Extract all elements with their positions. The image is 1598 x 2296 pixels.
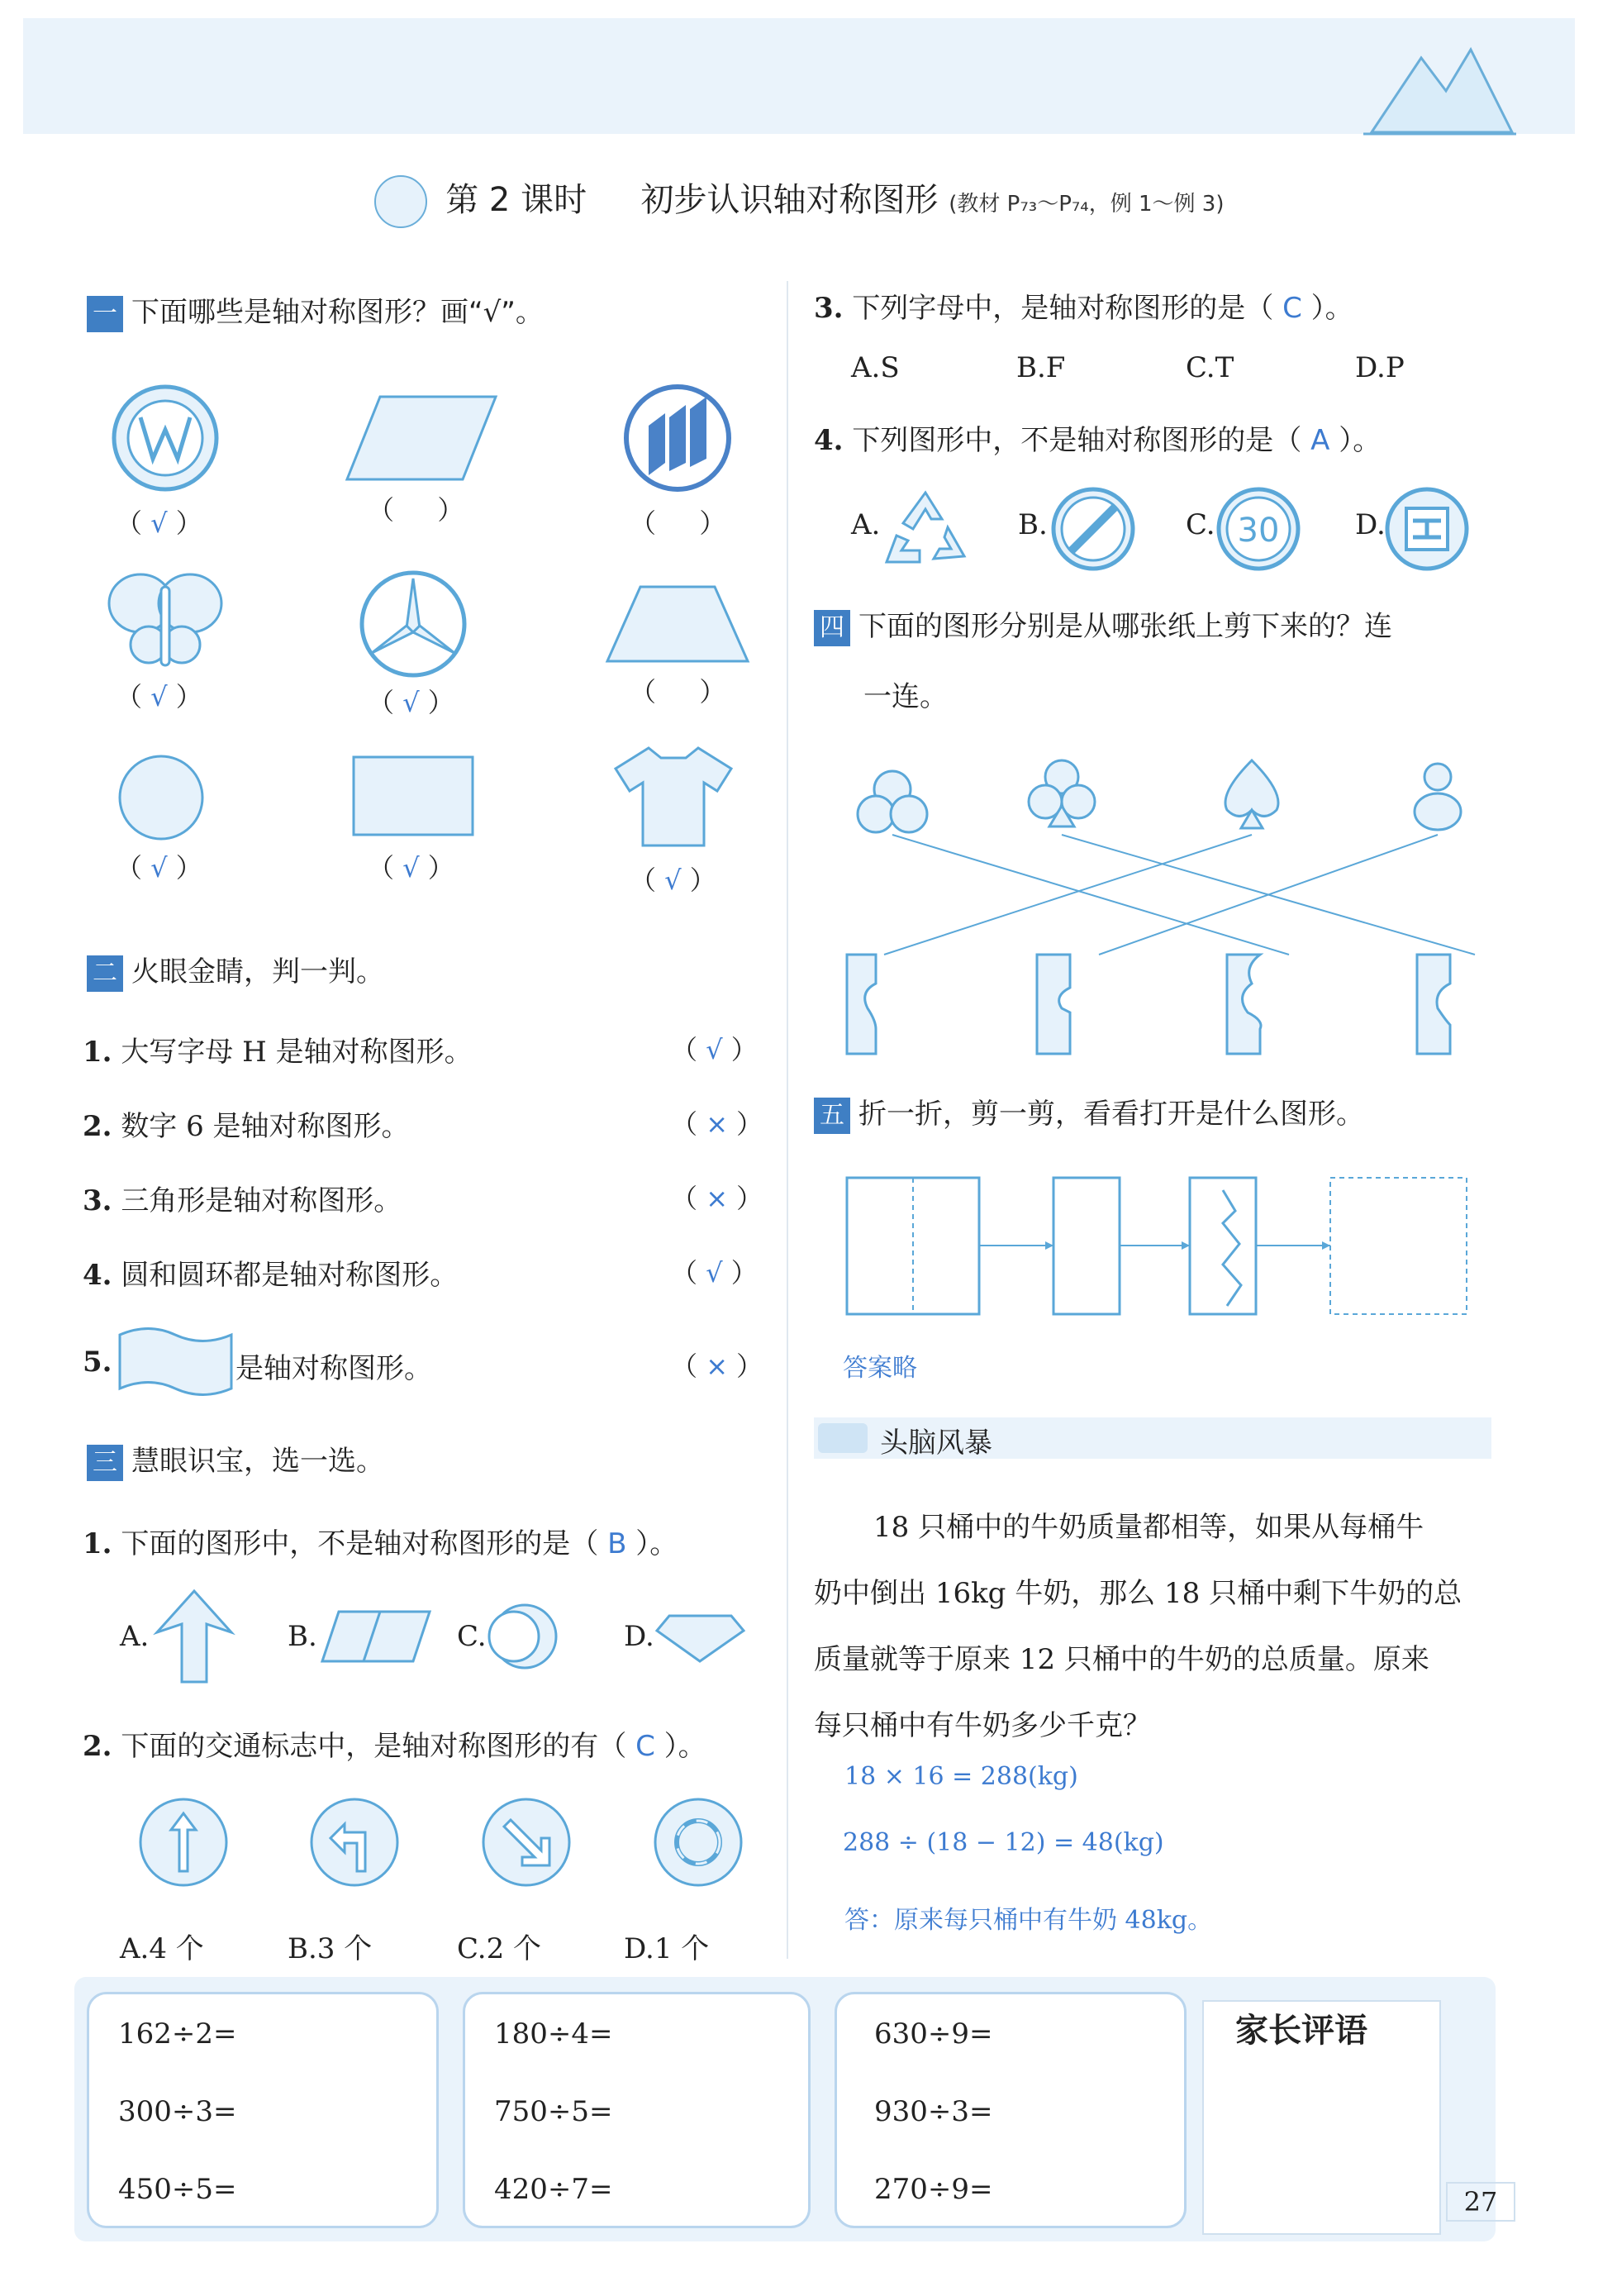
choice-q3: 3. 下列字母中，是轴对称图形的是（ C ）。 [814,292,1353,325]
judge-item-4: 4. 圆和圆环都是轴对称图形。 [83,1259,459,1292]
choice-q4: 4. 下列图形中，不是轴对称图形的是（ A ）。 [814,424,1382,457]
page-number: 27 [1446,2182,1515,2222]
answer-7: √ [150,852,168,884]
spade-shape [1225,760,1278,828]
speed-limit-sign [1213,483,1304,574]
work-line-2: 288 ÷ (18 − 12) = 48(kg) [843,1828,1164,1857]
no-entry-sign [1048,483,1139,574]
circle-shape [116,752,207,843]
work-line-1: 18 × 16 = 288(kg) [844,1762,1078,1791]
diagonal-arrow-sign [479,1795,574,1890]
judge-item-5: 5. [83,1346,112,1379]
section1-number: 一 [87,296,123,332]
mascot-icon [374,175,427,228]
roundabout-sign [651,1795,746,1890]
mercedes-logo-shape [355,566,471,682]
paper-4 [1417,955,1450,1054]
club-shape [1029,760,1095,826]
choice-q2: 2. 下面的交通标志中，是轴对称图形的有（ C ）。 [83,1730,706,1763]
lesson-number: 第 2 课时 [445,181,587,219]
gourd-shape [1415,764,1461,830]
rectangle-shape [347,750,479,841]
vw-logo-shape [107,380,223,496]
butterfly-shape [103,566,227,674]
wave-flag-shape [116,1322,235,1401]
badge-logo-sign [1382,483,1472,574]
clover-shape [858,771,927,832]
trapezoid-shape [599,579,756,669]
section4-number: 四 [814,610,850,646]
judge-answer-5: × [706,1350,728,1382]
answer-5: √ [402,687,420,718]
judge-item-3: 3. 三角形是轴对称图形。 [83,1184,402,1217]
judge-item-2: 2. 数字 6 是轴对称图形。 [83,1110,410,1143]
section5-answer: 答案略 [843,1354,917,1383]
answer-9: √ [664,865,682,896]
section3-heading: 三 慧眼识宝，选一选。 [87,1438,384,1481]
calc-box-2: 180÷4= 750÷5= 420÷7= [463,1992,811,2228]
section5-number: 五 [814,1098,850,1134]
lesson-name: 初步认识轴对称图形 [640,181,939,219]
double-parallelogram-shape [314,1603,438,1670]
straight-arrow-sign [136,1795,231,1890]
section5-heading: 五 折一折，剪一剪，看看打开是什么图形。 [814,1091,1364,1134]
work-answer: 答：原来每只桶中有牛奶 48kg。 [844,1906,1213,1935]
brainstorm-problem: 18 只桶中的牛奶质量都相等，如果从每桶牛 奶中倒出 16kg 牛奶，那么 18 只桶中剩下牛奶的总 质量就等于原来 12 只桶中的牛奶的总质量。原来 每只桶中有牛奶多少千克？ [814,1511,1462,1742]
mountain-icon [1355,33,1520,141]
bank-logo-shape [620,380,735,496]
judge-answer-1: √ [706,1034,723,1065]
brainstorm-title: 头脑风暴 [880,1427,992,1460]
choice-q1: 1. 下面的图形中，不是轴对称图形的是（ B ）。 [83,1527,678,1560]
section1-heading: 一 下面哪些是轴对称图形？画“√”。 [87,289,544,332]
lesson-subtitle: (教材 P₇₃～P₇₄，例 1～例 3) [949,192,1225,217]
parent-comment-label: 家长评语 [1235,2012,1367,2050]
parallelogram-shape [339,388,504,488]
diamond-gem-shape [653,1608,748,1665]
judge-item-1: 1. 大写字母 H 是轴对称图形。 [83,1036,473,1069]
paper-1 [847,955,876,1054]
paper-2 [1037,955,1070,1054]
matching-diagram [835,744,1496,1058]
answer-8: √ [402,852,420,884]
section4-heading: 四 下面的图形分别是从哪张纸上剪下来的？连 [814,603,1392,646]
tshirt-shape [611,740,735,851]
fold-cut-diagram [835,1174,1479,1322]
section2-number: 二 [87,955,123,992]
section2-heading: 二 火眼金睛，判一判。 [87,949,384,992]
recycle-icon [880,486,971,569]
crescent-circle-shape [479,1599,562,1674]
paper-3 [1227,955,1261,1054]
header-band [23,18,1575,134]
section3-number: 三 [87,1445,123,1481]
judge-answer-4: √ [706,1257,723,1289]
lesson-title [0,174,1598,228]
speed-limit-text: 30 [1237,512,1280,550]
answer-4: √ [150,681,168,712]
left-turn-sign [307,1795,402,1890]
arrow-up-shape [153,1587,235,1686]
cap-icon [818,1423,868,1453]
calc-box-3: 630÷9= 930÷3= 270÷9= [835,1992,1187,2228]
calc-box-1: 162÷2= 300÷3= 450÷5= [87,1992,439,2228]
judge-answer-3: × [706,1183,728,1214]
answer-1: √ [150,507,168,539]
judge-answer-2: × [706,1108,728,1140]
column-divider [787,281,788,1959]
